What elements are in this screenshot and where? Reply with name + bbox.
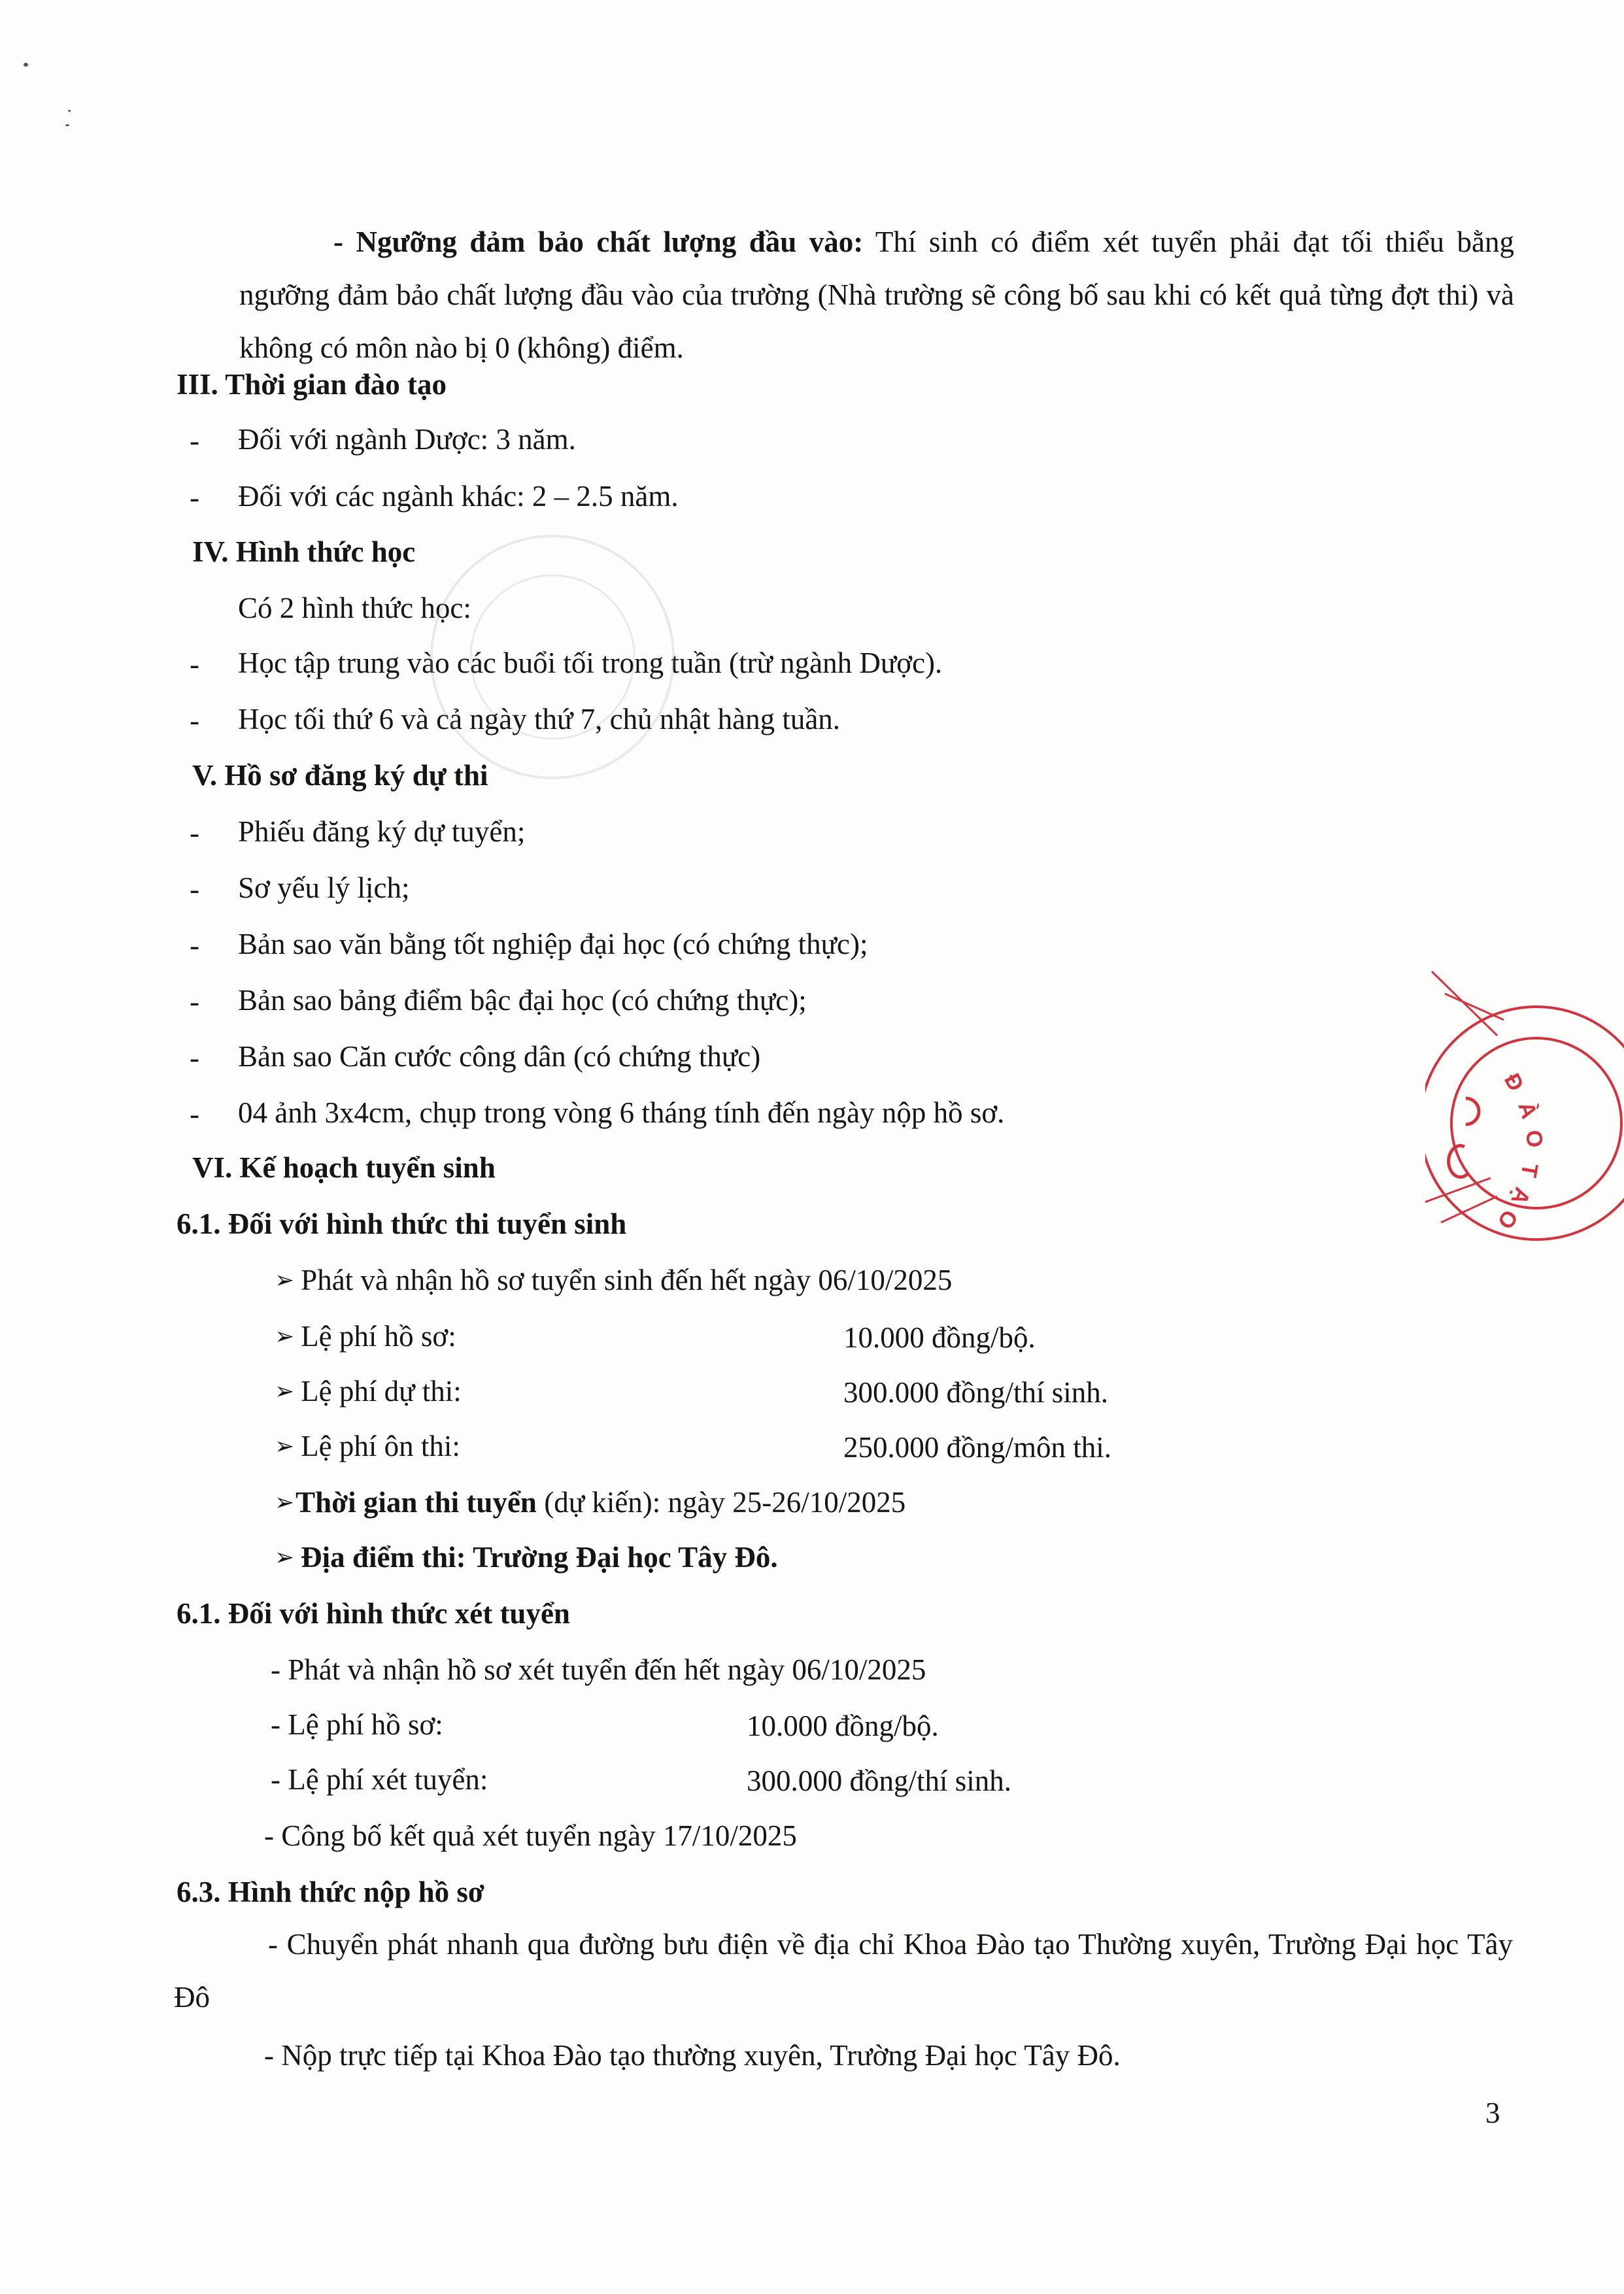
exam-fee-label: ➢ Lệ phí hồ sơ: — [275, 1320, 456, 1353]
review-fee-label: - Lệ phí hồ sơ: — [271, 1708, 443, 1741]
exam-fee-label: ➢ Lệ phí ôn thi: — [275, 1430, 460, 1462]
exam-venue-item: ➢ Địa điểm thi: Trường Đại học Tây Đô. — [275, 1541, 778, 1574]
svg-text:Đ: Đ — [1498, 1069, 1529, 1096]
bullet-dash: - — [190, 424, 199, 457]
bullet-dash: - — [190, 1098, 199, 1130]
scan-speck — [65, 124, 69, 126]
bullet-dash: - — [190, 929, 199, 962]
section-4-item: Học tối thứ 6 và cả ngày thứ 7, chủ nhật hàng tuần. — [238, 703, 841, 735]
red-seal-stamp — [1425, 968, 1624, 1255]
arrow-bullet-icon: ➢ — [275, 1544, 295, 1571]
entry-threshold-text: Thí sinh có điểm xét tuyển phải đạt tối thiểu bằng ngưỡng đảm bảo chất lượng đầu vào của trường (Nhà trường sẽ công bố sau khi có kết quả từng đợt thi) và không có môn nào bị 0 (không) điểm. — [239, 226, 1514, 364]
svg-text:À: À — [1513, 1098, 1542, 1122]
bullet-dash: - — [190, 1041, 199, 1074]
bullet-dash: - — [190, 985, 199, 1018]
review-fee-value: 10.000 đồng/bộ. — [747, 1710, 939, 1742]
review-result-item: - Công bố kết quả xét tuyển ngày 17/10/2025 — [264, 1819, 797, 1852]
submission-courier-paragraph: - Chuyển phát nhanh qua đường bưu điện về địa chỉ Khoa Đào tạo Thường xuyên, Trường Đại học Tây Đô — [174, 1928, 1513, 2014]
exam-fee-value: 250.000 đồng/môn thi. — [843, 1431, 1112, 1464]
exam-application-item: ➢ Phát và nhận hồ sơ tuyển sinh đến hết ngày 06/10/2025 — [275, 1264, 953, 1296]
arrow-bullet-icon: ➢ — [275, 1489, 295, 1516]
section-5-item: Sơ yếu lý lịch; — [238, 871, 410, 904]
exam-fee-label: ➢ Lệ phí dự thi: — [275, 1375, 462, 1408]
exam-fee-value: 300.000 đồng/thí sinh. — [843, 1376, 1109, 1409]
arrow-bullet-icon: ➢ — [275, 1267, 295, 1294]
section-4-intro: Có 2 hình thức học: — [238, 592, 471, 624]
subsection-6-1-exam-heading: 6.1. Đối với hình thức thi tuyển sinh — [177, 1207, 627, 1240]
section-5-item: 04 ảnh 3x4cm, chụp trong vòng 6 tháng tính đến ngày nộp hồ sơ. — [238, 1096, 1005, 1129]
bullet-dash: - — [190, 704, 199, 737]
section-5-item: Bản sao bảng điểm bậc đại học (có chứng thực); — [238, 984, 807, 1017]
review-fee-value: 300.000 đồng/thí sinh. — [747, 1764, 1012, 1797]
svg-text:O: O — [1521, 1128, 1548, 1149]
arrow-bullet-icon: ➢ — [275, 1323, 295, 1350]
subsection-6-1-review-heading: 6.1. Đối với hình thức xét tuyển — [177, 1597, 570, 1630]
section-5-item: Bản sao văn bằng tốt nghiệp đại học (có chứng thực); — [238, 928, 868, 960]
svg-text:Ạ: Ạ — [1506, 1184, 1535, 1209]
arrow-bullet-icon: ➢ — [275, 1433, 295, 1460]
bullet-dash: - — [190, 481, 199, 514]
bullet-dash: - — [190, 648, 199, 681]
review-fee-label: - Lệ phí xét tuyển: — [271, 1763, 488, 1796]
svg-text:O: O — [1492, 1205, 1523, 1234]
entry-threshold-paragraph — [239, 216, 1514, 375]
section-3-item: Đối với ngành Dược: 3 năm. — [238, 423, 576, 456]
submission-direct-item: - Nộp trực tiếp tại Khoa Đào tạo thường xuyên, Trường Đại học Tây Đô. — [264, 2039, 1121, 2072]
review-application-item: - Phát và nhận hồ sơ xét tuyển đến hết ngày 06/10/2025 — [271, 1653, 926, 1686]
page-number: 3 — [1485, 2097, 1500, 2129]
subsection-6-3-heading: 6.3. Hình thức nộp hồ sơ — [177, 1876, 484, 1908]
section-4-heading: IV. Hình thức học — [192, 535, 416, 568]
svg-text:T: T — [1515, 1161, 1543, 1179]
faint-stamp-imprint — [418, 523, 686, 791]
entry-threshold-label: - Ngưỡng đảm bảo chất lượng đầu vào: — [333, 226, 864, 258]
bullet-dash: - — [190, 873, 199, 905]
scan-speck — [68, 110, 71, 112]
exam-fee-value: 10.000 đồng/bộ. — [843, 1321, 1036, 1354]
section-5-item: Bản sao Căn cước công dân (có chứng thực) — [238, 1040, 761, 1073]
section-6-heading: VI. Kế hoạch tuyển sinh — [192, 1151, 496, 1184]
section-5-heading: V. Hồ sơ đăng ký dự thi — [192, 759, 488, 792]
exam-time-item: ➢Thời gian thi tuyển (dự kiến): ngày 25-26/10/2025 — [275, 1486, 906, 1519]
scan-speck — [24, 63, 28, 67]
section-5-item: Phiếu đăng ký dự tuyển; — [238, 815, 526, 848]
bullet-dash: - — [190, 817, 199, 849]
section-3-heading: III. Thời gian đào tạo — [177, 368, 447, 401]
section-3-item: Đối với các ngành khác: 2 – 2.5 năm. — [238, 480, 679, 513]
section-4-item: Học tập trung vào các buổi tối trong tuần (trừ ngành Dược). — [238, 647, 943, 679]
arrow-bullet-icon: ➢ — [275, 1378, 295, 1405]
